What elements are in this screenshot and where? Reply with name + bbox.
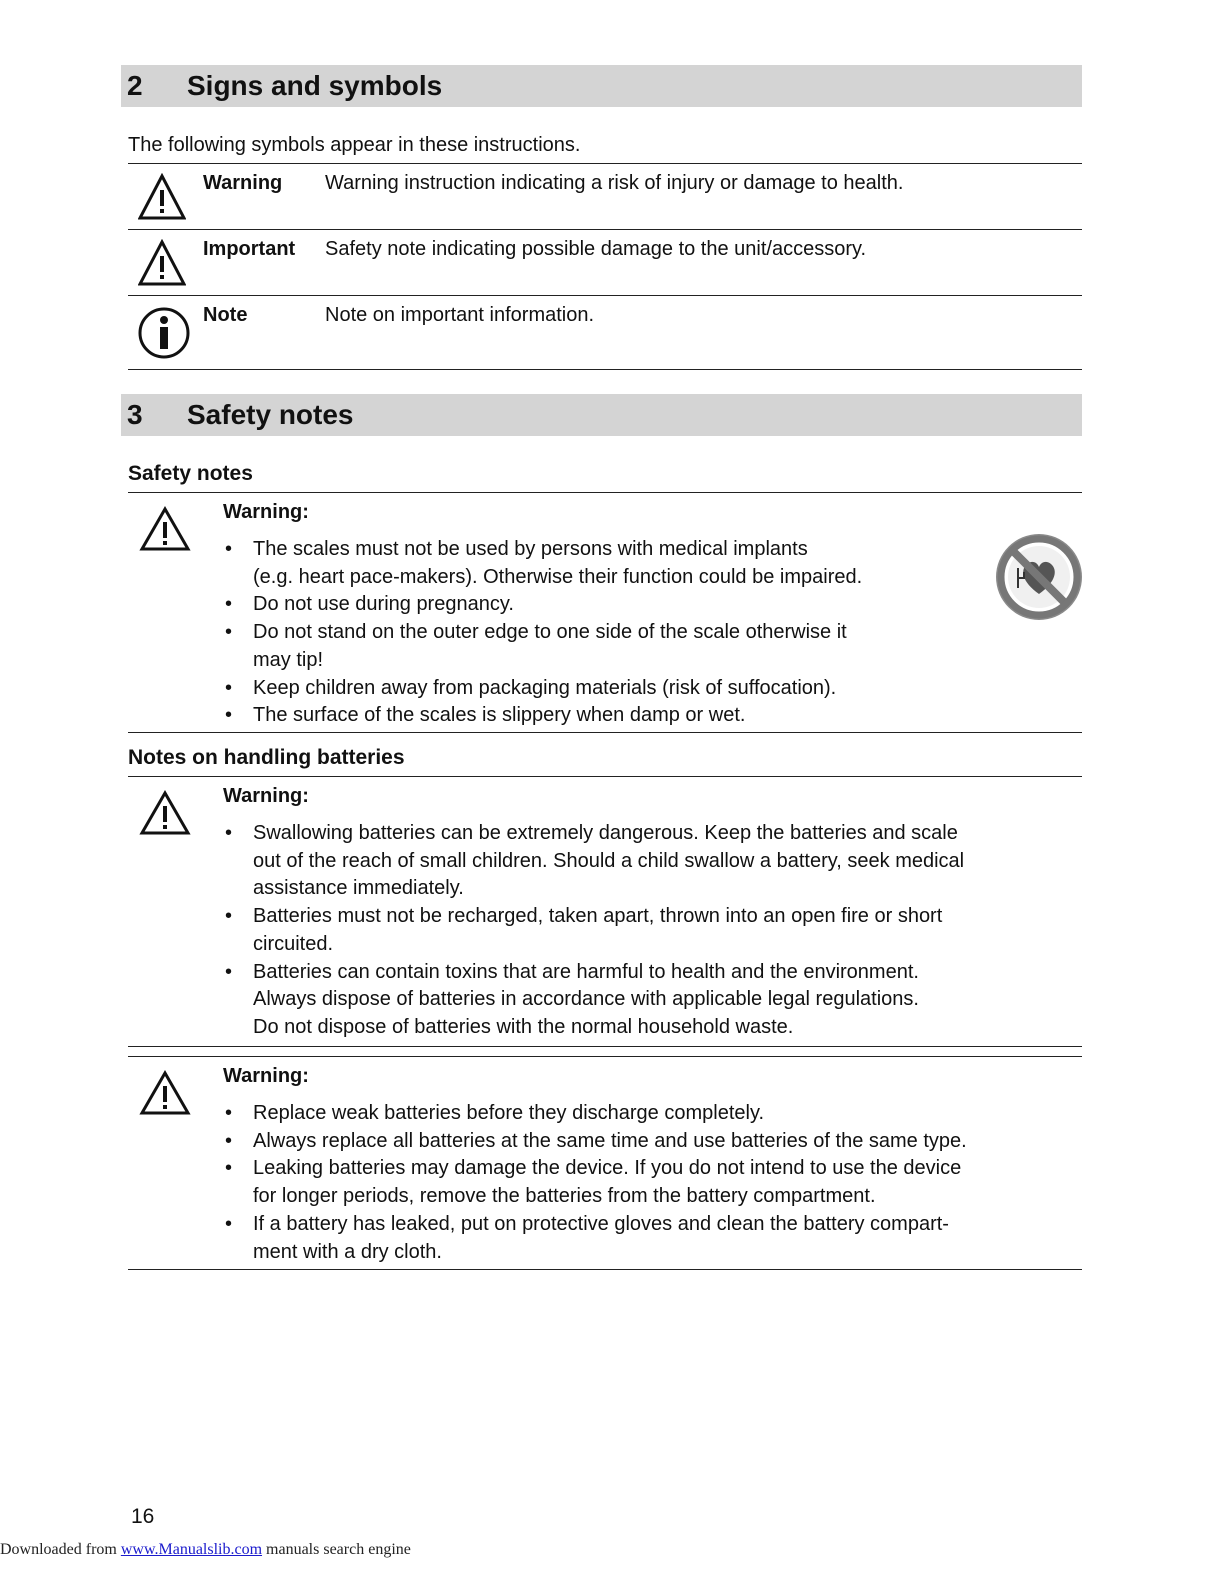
symbol-row-important xyxy=(128,235,1082,295)
warning-triangle-icon xyxy=(138,239,186,287)
list-item: • Batteries must not be recharged, taken apart, thrown into an open fire or short circuited. xyxy=(223,903,964,958)
section-2-header xyxy=(121,65,1082,107)
list-item: • Batteries can contain toxins that are harmful to health and the environment. Always dispose of batteries in accordance with applicable legal regulations. Do not dispose of batteries with the normal household waste. xyxy=(223,959,964,1042)
list-item: • The surface of the scales is slippery when damp or wet. xyxy=(223,702,862,730)
divider xyxy=(128,229,1082,230)
symbol-label: Important xyxy=(203,238,296,260)
subheading-safety-notes: Safety notes xyxy=(128,462,253,485)
divider xyxy=(128,1269,1082,1270)
footer-suffix: manuals search engine xyxy=(262,1541,411,1558)
warning-triangle-icon xyxy=(139,1070,191,1116)
symbol-label: Note xyxy=(203,304,248,326)
section-3-header xyxy=(121,394,1082,436)
battery-list-1 xyxy=(223,820,964,1042)
warning-triangle-icon xyxy=(139,790,191,836)
divider xyxy=(128,163,1082,164)
list-item: • Leaking batteries may damage the device. If you do not intend to use the device for longer periods, remove the batteries from the battery compartment. xyxy=(223,1155,967,1210)
list-item: • Do not stand on the outer edge to one side of the scale otherwise it may tip! xyxy=(223,619,862,674)
footer-prefix: Downloaded from xyxy=(0,1541,121,1558)
divider xyxy=(128,369,1082,370)
section-number: 2 xyxy=(127,70,143,101)
divider xyxy=(128,295,1082,296)
divider xyxy=(128,776,1082,777)
divider xyxy=(128,1056,1082,1057)
warning-triangle-icon xyxy=(138,173,186,221)
list-item: • Always replace all batteries at the same time and use batteries of the same type. xyxy=(223,1128,967,1156)
divider xyxy=(128,492,1082,493)
intro-text: The following symbols appear in these instructions. xyxy=(128,134,581,156)
safety-list xyxy=(223,536,862,730)
battery-list-2 xyxy=(223,1100,967,1266)
subheading-batteries: Notes on handling batteries xyxy=(128,746,405,769)
warning-title: Warning: xyxy=(223,501,309,523)
symbol-row-note xyxy=(128,301,1082,367)
warning-title: Warning: xyxy=(223,785,309,807)
symbol-description: Note on important information. xyxy=(325,304,595,326)
battery-warning-block-2 xyxy=(128,1062,1082,1266)
list-item: • Do not use during pregnancy. xyxy=(223,591,862,619)
list-item: • Keep children away from packaging materials (risk of suffocation). xyxy=(223,675,862,703)
symbol-description: Warning instruction indicating a risk of injury or damage to health. xyxy=(325,172,904,194)
safety-warning-block xyxy=(128,498,1082,730)
info-icon xyxy=(138,307,190,359)
battery-warning-block-1 xyxy=(128,782,1082,1044)
download-footer xyxy=(0,1540,411,1560)
divider xyxy=(128,732,1082,733)
list-item: • Replace weak batteries before they discharge completely. xyxy=(223,1100,967,1128)
symbol-label: Warning xyxy=(203,172,283,194)
no-pacemaker-prohibition-icon xyxy=(994,532,1084,622)
warning-title: Warning: xyxy=(223,1065,309,1087)
section-number: 3 xyxy=(127,399,143,430)
section-title: Safety notes xyxy=(187,399,354,430)
warning-triangle-icon xyxy=(139,506,191,552)
page-number: 16 xyxy=(131,1505,155,1528)
list-item: • If a battery has leaked, put on protective gloves and clean the battery compart- ment with a dry cloth. xyxy=(223,1211,967,1266)
manualslib-link[interactable]: www.Manualslib.com xyxy=(120,1541,263,1558)
symbol-description: Safety note indicating possible damage to the unit/accessory. xyxy=(325,238,867,260)
section-title: Signs and symbols xyxy=(187,70,443,101)
divider xyxy=(128,1046,1082,1047)
list-item: • Swallowing batteries can be extremely dangerous. Keep the batteries and scale out of the reach of small children. Should a child swallow a battery, seek medical assistance immediately. xyxy=(223,820,964,903)
symbol-row-warning xyxy=(128,169,1082,229)
list-item: • The scales must not be used by persons with medical implants (e.g. heart pace-makers). Otherwise their function could be impaired. xyxy=(223,536,862,591)
